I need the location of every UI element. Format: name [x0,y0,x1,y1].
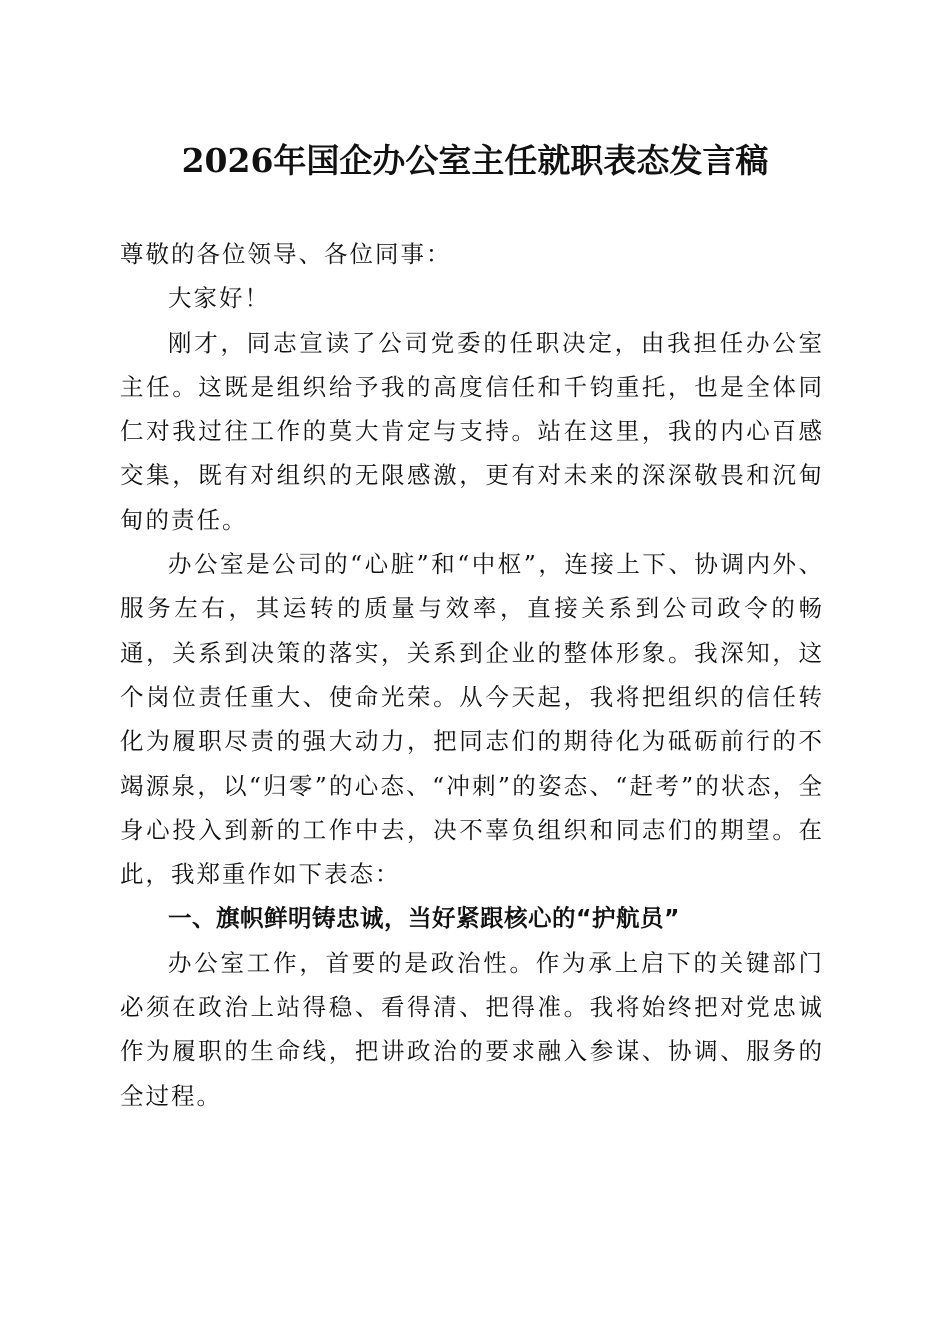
document-title: 2026年国企办公室主任就职表态发言稿 [181,141,769,180]
section-heading: 一、旗帜鲜明铸忠诚，当好紧跟核心的“护航员” [168,904,680,933]
paragraph-1: 刚才，同志宣读了公司党委的任职决定，由我担任办公室主任。这既是组织给予我的高度信任和千钧重托，也是全体同仁对我过往工作的莫大肯定与支持。站在这里，我的内心百感交集，既有对组织的无限感激，更有对未来的深深敬畏和沉甸甸的责任。 [120,328,824,534]
section-paragraph: 办公室工作，首要的是政治性。作为承上启下的关键部门必须在政治上站得稳、看得清、把得准。我将始终把对党忠诚作为履职的生命线，把讲政治的要求融入参谋、协调、服务的全过程。 [120,948,824,1110]
salutation: 尊敬的各位领导、各位同事： [120,240,452,268]
greeting: 大家好！ [168,284,270,313]
paragraph-2: 办公室是公司的“心脏”和“中枢”，连接上下、协调内外、服务左右，其运转的质量与效率，直接关系到公司政令的畅通，关系到决策的落实，关系到企业的整体形象。我深知，这个岗位责任重大、使命光荣。从今天起，我将把组织的信任转化为履职尽责的强大动力，把同志们的期待化为砥砺前行的不竭源泉，以“归零”的心态、“冲刺”的姿态、“赶考”的状态，全身心投入到新的工作中去，决不辜负组织和同志们的期望。在此，我郑重作如下表态： [120,550,824,889]
document-body [120,232,824,1118]
